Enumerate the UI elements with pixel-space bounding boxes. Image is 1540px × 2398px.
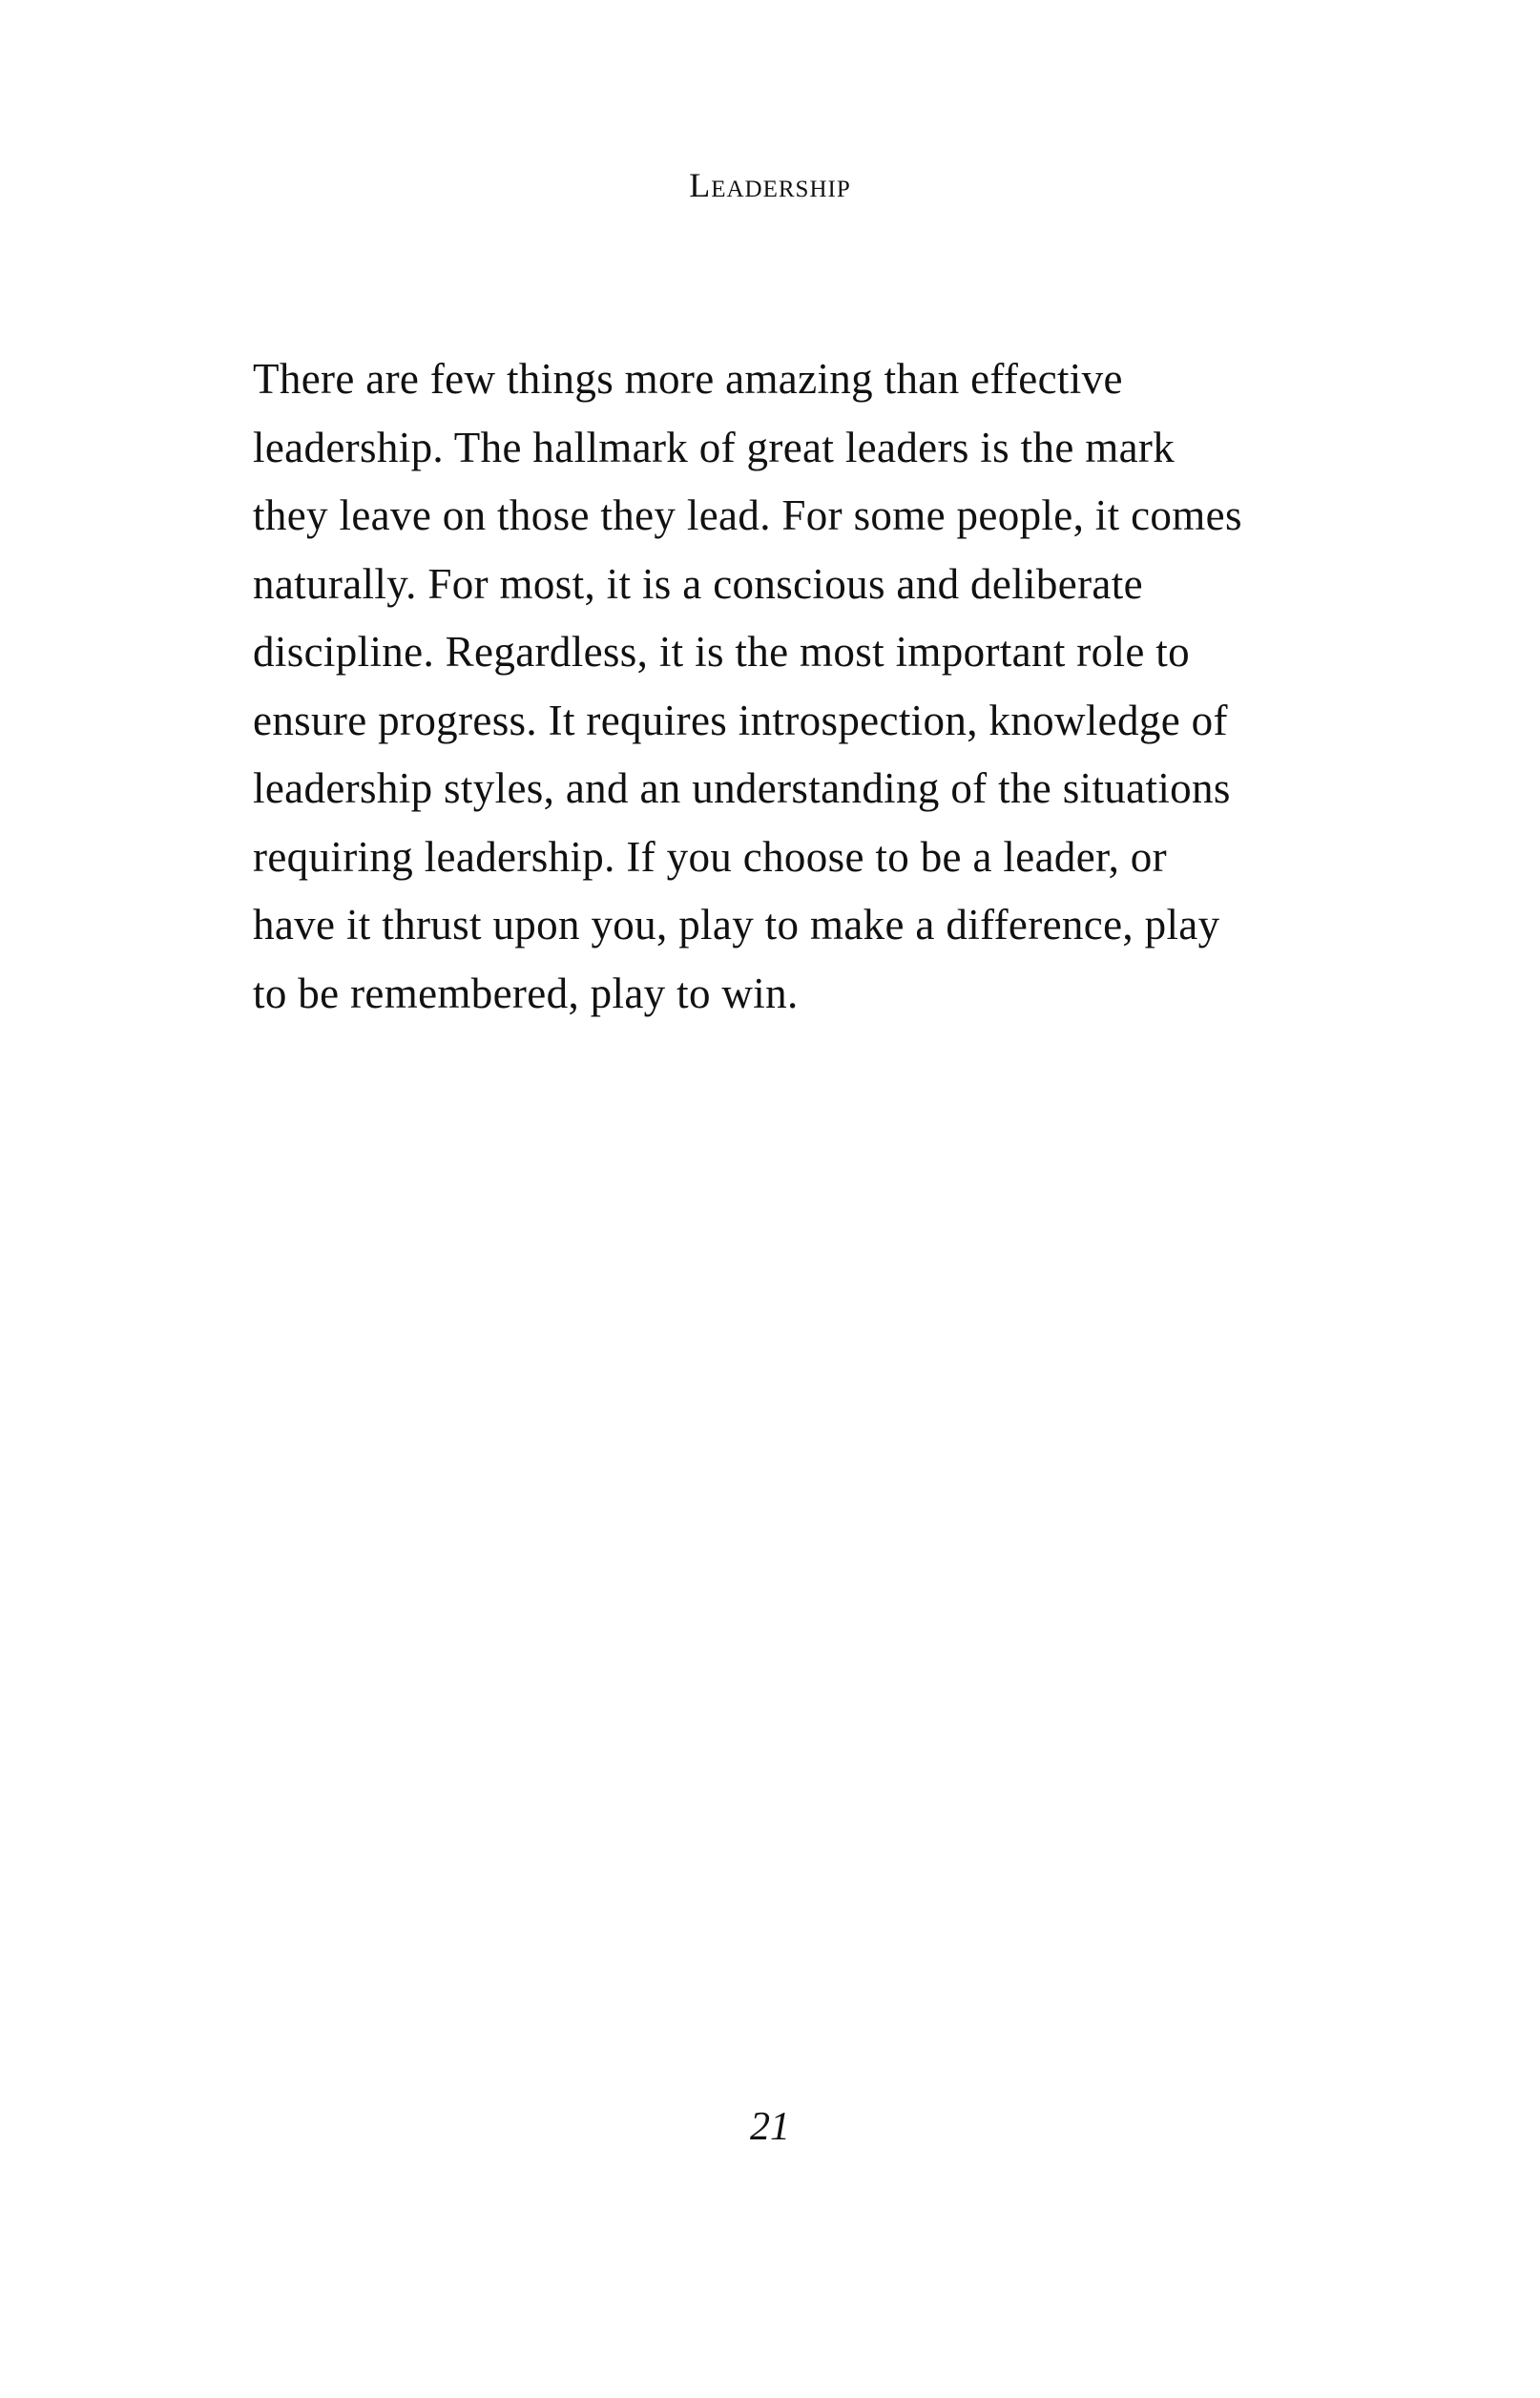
paragraph-line: discipline. Regardless, it is the most important role to (253, 628, 1190, 676)
paragraph-line: to be remembered, play to win. (253, 969, 799, 1017)
paragraph-line: naturally. For most, it is a conscious and deliberate (253, 559, 1143, 608)
body-paragraph (253, 345, 1302, 1028)
page-number: 21 (750, 2105, 790, 2149)
paragraph-line: requiring leadership. If you choose to be a leader, or (253, 832, 1167, 881)
running-header: Leadership (689, 166, 851, 204)
paragraph-line: leadership styles, and an understanding of the situations (253, 764, 1231, 812)
paragraph-line: they leave on those they lead. For some people, it comes (253, 491, 1242, 539)
paragraph-line: ensure progress. It requires introspection, knowledge of (253, 696, 1228, 744)
paragraph-line: leadership. The hallmark of great leaders is the mark (253, 423, 1176, 471)
paragraph-line: There are few things more amazing than effective (253, 355, 1123, 403)
paragraph-line: have it thrust upon you, play to make a difference, play (253, 901, 1220, 949)
